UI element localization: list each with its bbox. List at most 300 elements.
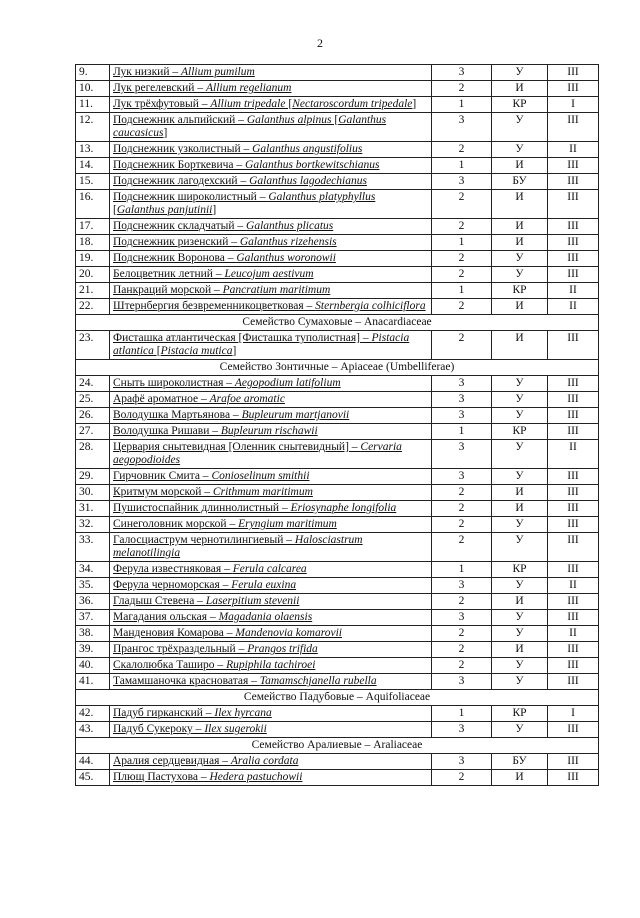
common-name: Гирчовник Смита – bbox=[113, 470, 212, 482]
row-number: 32. bbox=[76, 517, 110, 533]
common-name: Штернбергия безвременникоцветковая – bbox=[113, 300, 316, 312]
category-cell: 3 bbox=[432, 610, 492, 626]
species-name-cell bbox=[110, 283, 432, 299]
table-row bbox=[76, 174, 599, 190]
common-name: Фисташка атлантическая [Фисташка туполистная] – bbox=[113, 332, 372, 344]
common-name: Подснежник альпийский – bbox=[113, 114, 247, 126]
row-number: 36. bbox=[76, 594, 110, 610]
status-cell: У bbox=[492, 392, 548, 408]
table-row bbox=[76, 113, 599, 142]
row-number: 13. bbox=[76, 142, 110, 158]
category-cell: 2 bbox=[432, 81, 492, 97]
category-cell: 2 bbox=[432, 142, 492, 158]
status-cell: У bbox=[492, 65, 548, 81]
species-name-cell bbox=[110, 642, 432, 658]
category-cell: 1 bbox=[432, 97, 492, 113]
latin-name: Pancratium maritimum bbox=[222, 284, 331, 296]
latin-name: Cervaria aegopodioides bbox=[113, 441, 402, 466]
status-cell: КР bbox=[492, 706, 548, 722]
class-cell: III bbox=[548, 533, 599, 562]
common-name: Плющ Пастухова – bbox=[113, 771, 210, 783]
class-cell: III bbox=[548, 113, 599, 142]
class-cell: III bbox=[548, 174, 599, 190]
latin-name: Ferula calcarea bbox=[232, 563, 307, 575]
class-cell: III bbox=[548, 642, 599, 658]
category-cell: 3 bbox=[432, 392, 492, 408]
table-row bbox=[76, 501, 599, 517]
latin-name: Crithmum maritimum bbox=[212, 486, 313, 498]
status-cell: И bbox=[492, 235, 548, 251]
row-number: 25. bbox=[76, 392, 110, 408]
category-cell: 2 bbox=[432, 485, 492, 501]
table-row bbox=[76, 754, 599, 770]
row-number: 30. bbox=[76, 485, 110, 501]
latin-name: Laserpitium stevenii bbox=[205, 595, 300, 607]
common-name: Тамамшаночка красноватая – bbox=[113, 675, 260, 687]
family-label: Семейство Зонтичные – Apiaceae (Umbelliferae) bbox=[76, 360, 599, 376]
species-name-cell bbox=[110, 469, 432, 485]
class-cell: III bbox=[548, 517, 599, 533]
table-row bbox=[76, 142, 599, 158]
status-cell: И bbox=[492, 158, 548, 174]
row-number: 45. bbox=[76, 770, 110, 786]
status-cell: КР bbox=[492, 424, 548, 440]
table-row bbox=[76, 376, 599, 392]
species-name-cell bbox=[110, 754, 432, 770]
status-cell: У bbox=[492, 674, 548, 690]
row-number: 42. bbox=[76, 706, 110, 722]
species-name-cell bbox=[110, 97, 432, 113]
latin-name: Galanthus alpinus bbox=[246, 114, 332, 126]
latin-name: Ilex hyrcana bbox=[214, 707, 272, 719]
status-cell: И bbox=[492, 485, 548, 501]
table-row bbox=[76, 408, 599, 424]
family-label: Семейство Падубовые – Aquifoliaceae bbox=[76, 690, 599, 706]
class-cell: III bbox=[548, 376, 599, 392]
class-cell: III bbox=[548, 501, 599, 517]
common-name: Володушка Мартьянова – bbox=[113, 409, 242, 421]
status-cell: У bbox=[492, 533, 548, 562]
row-number: 10. bbox=[76, 81, 110, 97]
page-number: 2 bbox=[317, 36, 323, 50]
table-row bbox=[76, 331, 599, 360]
category-cell: 2 bbox=[432, 594, 492, 610]
table-row bbox=[76, 469, 599, 485]
row-number: 27. bbox=[76, 424, 110, 440]
row-number: 12. bbox=[76, 113, 110, 142]
category-cell: 2 bbox=[432, 533, 492, 562]
class-cell: III bbox=[548, 65, 599, 81]
category-cell: 3 bbox=[432, 408, 492, 424]
row-number: 22. bbox=[76, 299, 110, 315]
common-name: Подснежник Борткевича – bbox=[113, 159, 246, 171]
latin-name: Leucojum aestivum bbox=[224, 268, 314, 280]
class-cell: II bbox=[548, 578, 599, 594]
row-number: 24. bbox=[76, 376, 110, 392]
latin-name: Rupiphila tachiroei bbox=[226, 659, 316, 671]
class-cell: II bbox=[548, 626, 599, 642]
latin-name: Galanthus platyphyllus bbox=[268, 191, 376, 203]
class-cell: III bbox=[548, 81, 599, 97]
class-cell: III bbox=[548, 674, 599, 690]
latin-name: Mandenovia komarovii bbox=[235, 627, 342, 639]
common-name: Падуб Сукероку – bbox=[113, 723, 205, 735]
category-cell: 2 bbox=[432, 770, 492, 786]
latin-name: Eryngium maritimum bbox=[238, 518, 337, 530]
category-cell: 3 bbox=[432, 65, 492, 81]
status-cell: И bbox=[492, 594, 548, 610]
category-cell: 1 bbox=[432, 706, 492, 722]
status-cell: У bbox=[492, 626, 548, 642]
class-cell: III bbox=[548, 219, 599, 235]
status-cell: У bbox=[492, 113, 548, 142]
common-name: Лук низкий – bbox=[113, 66, 181, 78]
species-name-cell bbox=[110, 219, 432, 235]
table-row bbox=[76, 440, 599, 469]
table-row bbox=[76, 190, 599, 219]
class-cell: III bbox=[548, 267, 599, 283]
row-number: 17. bbox=[76, 219, 110, 235]
table-row bbox=[76, 392, 599, 408]
class-cell: III bbox=[548, 594, 599, 610]
species-name-cell bbox=[110, 81, 432, 97]
category-cell: 2 bbox=[432, 642, 492, 658]
status-cell: И bbox=[492, 190, 548, 219]
class-cell: II bbox=[548, 142, 599, 158]
category-cell: 3 bbox=[432, 754, 492, 770]
class-cell: III bbox=[548, 251, 599, 267]
species-name-cell bbox=[110, 501, 432, 517]
category-cell: 1 bbox=[432, 283, 492, 299]
table-row bbox=[76, 658, 599, 674]
latin-name: Eriosynaphe longifolia bbox=[290, 502, 397, 514]
category-cell: 1 bbox=[432, 562, 492, 578]
table-row bbox=[76, 533, 599, 562]
table-row bbox=[76, 674, 599, 690]
category-cell: 3 bbox=[432, 578, 492, 594]
species-name-cell bbox=[110, 158, 432, 174]
species-name-cell bbox=[110, 610, 432, 626]
category-cell: 2 bbox=[432, 299, 492, 315]
table-row bbox=[76, 706, 599, 722]
species-name-cell bbox=[110, 65, 432, 81]
table-row bbox=[76, 610, 599, 626]
latin-name: Prangos trifida bbox=[247, 643, 318, 655]
row-number: 34. bbox=[76, 562, 110, 578]
row-number: 39. bbox=[76, 642, 110, 658]
status-cell: У bbox=[492, 408, 548, 424]
row-number: 38. bbox=[76, 626, 110, 642]
latin-name: Arafoe aromatic bbox=[209, 393, 285, 405]
species-name-cell bbox=[110, 674, 432, 690]
status-cell: У bbox=[492, 517, 548, 533]
common-name: Подснежник лагодехский – bbox=[113, 175, 250, 187]
status-cell: И bbox=[492, 299, 548, 315]
latin-name: Allium pumilum bbox=[180, 66, 255, 78]
category-cell: 3 bbox=[432, 674, 492, 690]
row-number: 43. bbox=[76, 722, 110, 738]
status-cell: КР bbox=[492, 97, 548, 113]
class-cell: III bbox=[548, 408, 599, 424]
category-cell: 2 bbox=[432, 517, 492, 533]
table-row bbox=[76, 251, 599, 267]
common-name: Арафё ароматное – bbox=[113, 393, 210, 405]
species-table-body bbox=[76, 65, 599, 786]
table-row bbox=[76, 235, 599, 251]
common-name: Синеголовник морской – bbox=[113, 518, 239, 530]
common-name: Панкраций морской – bbox=[113, 284, 223, 296]
status-cell: У bbox=[492, 578, 548, 594]
class-cell: III bbox=[548, 610, 599, 626]
species-name-cell bbox=[110, 235, 432, 251]
row-number: 16. bbox=[76, 190, 110, 219]
table-row bbox=[76, 562, 599, 578]
species-name-cell bbox=[110, 440, 432, 469]
class-cell: III bbox=[548, 235, 599, 251]
category-cell: 2 bbox=[432, 251, 492, 267]
common-name: Подснежник узколистный – bbox=[113, 143, 253, 155]
species-name-cell bbox=[110, 142, 432, 158]
latin-name: Galanthus woronowii bbox=[236, 252, 336, 264]
common-name: Лук регелевский – bbox=[113, 82, 206, 94]
table-row bbox=[76, 81, 599, 97]
family-header-row bbox=[76, 315, 599, 331]
species-name-cell bbox=[110, 594, 432, 610]
species-name-cell bbox=[110, 392, 432, 408]
row-number: 26. bbox=[76, 408, 110, 424]
common-name: Володушка Ришави – bbox=[113, 425, 221, 437]
row-number: 15. bbox=[76, 174, 110, 190]
category-cell: 1 bbox=[432, 235, 492, 251]
status-cell: И bbox=[492, 81, 548, 97]
row-number: 18. bbox=[76, 235, 110, 251]
class-cell: II bbox=[548, 440, 599, 469]
latin-name: Aralia cordata bbox=[230, 755, 299, 767]
common-name: Лук трёхфутовый – bbox=[113, 98, 211, 110]
family-label: Семейство Сумаховые – Anacardiaceae bbox=[76, 315, 599, 331]
species-name-cell bbox=[110, 174, 432, 190]
class-cell: III bbox=[548, 392, 599, 408]
class-cell: III bbox=[548, 158, 599, 174]
common-name: Падуб гирканский – bbox=[113, 707, 215, 719]
row-number: 35. bbox=[76, 578, 110, 594]
latin-name: Hedera pastuchowii bbox=[209, 771, 303, 783]
table-row bbox=[76, 158, 599, 174]
category-cell: 2 bbox=[432, 501, 492, 517]
family-header-row bbox=[76, 738, 599, 754]
table-row bbox=[76, 594, 599, 610]
table-row bbox=[76, 267, 599, 283]
latin-name: Tamamschjanella rubella bbox=[259, 675, 377, 687]
family-header-row bbox=[76, 360, 599, 376]
species-name-cell bbox=[110, 267, 432, 283]
table-row bbox=[76, 626, 599, 642]
latin-name: Galanthus rizehensis bbox=[239, 236, 337, 248]
common-name: Пушистоспайник длиннолистный – bbox=[113, 502, 291, 514]
category-cell: 1 bbox=[432, 158, 492, 174]
table-row bbox=[76, 65, 599, 81]
class-cell: III bbox=[548, 331, 599, 360]
category-cell: 2 bbox=[432, 190, 492, 219]
table-row bbox=[76, 424, 599, 440]
status-cell: И bbox=[492, 642, 548, 658]
common-name: Подснежник Воронова – bbox=[113, 252, 237, 264]
status-cell: У bbox=[492, 142, 548, 158]
species-name-cell bbox=[110, 424, 432, 440]
common-name: Скалолюбка Таширо – bbox=[113, 659, 227, 671]
status-cell: И bbox=[492, 501, 548, 517]
latin-name: Galanthus angustifolius bbox=[252, 143, 363, 155]
common-name: Белоцветник летний – bbox=[113, 268, 225, 280]
latin-name: Pistacia atlantica bbox=[113, 332, 410, 357]
latin-name: Conioselinum smithii bbox=[211, 470, 310, 482]
table-row bbox=[76, 642, 599, 658]
row-number: 40. bbox=[76, 658, 110, 674]
class-cell: III bbox=[548, 770, 599, 786]
status-cell: У bbox=[492, 722, 548, 738]
table-row bbox=[76, 770, 599, 786]
status-cell: БУ bbox=[492, 174, 548, 190]
row-number: 29. bbox=[76, 469, 110, 485]
species-name-cell bbox=[110, 113, 432, 142]
family-header-row bbox=[76, 690, 599, 706]
latin-name: Magadania olaensis bbox=[218, 611, 313, 623]
status-cell: И bbox=[492, 770, 548, 786]
latin-name: Bupleurum rischawii bbox=[220, 425, 318, 437]
latin-name: Sternbergia colhiciflora bbox=[315, 300, 426, 312]
synonym: [Pistacia mutica] bbox=[153, 345, 237, 357]
class-cell: III bbox=[548, 754, 599, 770]
species-name-cell bbox=[110, 190, 432, 219]
category-cell: 3 bbox=[432, 174, 492, 190]
table-row bbox=[76, 722, 599, 738]
row-number: 28. bbox=[76, 440, 110, 469]
status-cell: У bbox=[492, 658, 548, 674]
latin-name: Ferula euxina bbox=[231, 579, 297, 591]
row-number: 19. bbox=[76, 251, 110, 267]
class-cell: III bbox=[548, 190, 599, 219]
status-cell: У bbox=[492, 610, 548, 626]
species-name-cell bbox=[110, 299, 432, 315]
status-cell: У bbox=[492, 440, 548, 469]
common-name: Манденовия Комарова – bbox=[113, 627, 236, 639]
common-name: Подснежник широколистный – bbox=[113, 191, 269, 203]
common-name: Прангос трёхраздельный – bbox=[113, 643, 248, 655]
latin-name: Allium tripedale bbox=[210, 98, 286, 110]
common-name: Ферула черноморская – bbox=[113, 579, 232, 591]
common-name: Подснежник складчатый – bbox=[113, 220, 247, 232]
row-number: 44. bbox=[76, 754, 110, 770]
species-name-cell bbox=[110, 517, 432, 533]
species-name-cell bbox=[110, 408, 432, 424]
row-number: 9. bbox=[76, 65, 110, 81]
category-cell: 3 bbox=[432, 113, 492, 142]
category-cell: 2 bbox=[432, 267, 492, 283]
status-cell: И bbox=[492, 219, 548, 235]
row-number: 31. bbox=[76, 501, 110, 517]
class-cell: I bbox=[548, 97, 599, 113]
class-cell: III bbox=[548, 469, 599, 485]
table-row bbox=[76, 485, 599, 501]
category-cell: 1 bbox=[432, 424, 492, 440]
table-row bbox=[76, 578, 599, 594]
species-name-cell bbox=[110, 770, 432, 786]
species-name-cell bbox=[110, 658, 432, 674]
class-cell: II bbox=[548, 283, 599, 299]
species-name-cell bbox=[110, 331, 432, 360]
status-cell: БУ bbox=[492, 754, 548, 770]
species-name-cell bbox=[110, 251, 432, 267]
common-name: Магадания ольская – bbox=[113, 611, 219, 623]
latin-name: Aegopodium latifolium bbox=[234, 377, 341, 389]
latin-name: Bupleurum martjanovii bbox=[241, 409, 350, 421]
table-row bbox=[76, 283, 599, 299]
class-cell: I bbox=[548, 706, 599, 722]
species-name-cell bbox=[110, 626, 432, 642]
category-cell: 3 bbox=[432, 469, 492, 485]
row-number: 11. bbox=[76, 97, 110, 113]
species-name-cell bbox=[110, 578, 432, 594]
common-name: Галосциаструм чернотилингиевый – bbox=[113, 534, 295, 546]
species-name-cell bbox=[110, 722, 432, 738]
species-name-cell bbox=[110, 485, 432, 501]
status-cell: КР bbox=[492, 562, 548, 578]
class-cell: III bbox=[548, 562, 599, 578]
common-name: Гладыш Стевена – bbox=[113, 595, 206, 607]
synonym: [Nectaroscordum tripedale] bbox=[285, 98, 417, 110]
row-number: 23. bbox=[76, 331, 110, 360]
synonym: [Galanthus panjutinii] bbox=[113, 204, 217, 216]
family-label: Семейство Аралиевые – Araliaceae bbox=[76, 738, 599, 754]
latin-name: Allium regelianum bbox=[205, 82, 292, 94]
row-number: 21. bbox=[76, 283, 110, 299]
latin-name: Galanthus lagodechianus bbox=[249, 175, 367, 187]
species-table bbox=[75, 64, 599, 786]
category-cell: 3 bbox=[432, 376, 492, 392]
category-cell: 2 bbox=[432, 626, 492, 642]
common-name: Цервария снытевидная [Оленник снытевидный] – bbox=[113, 441, 361, 453]
species-name-cell bbox=[110, 533, 432, 562]
common-name: Сныть широколистная – bbox=[113, 377, 235, 389]
row-number: 33. bbox=[76, 533, 110, 562]
species-name-cell bbox=[110, 376, 432, 392]
class-cell: III bbox=[548, 658, 599, 674]
category-cell: 2 bbox=[432, 219, 492, 235]
common-name: Ферула известняковая – bbox=[113, 563, 233, 575]
species-name-cell bbox=[110, 562, 432, 578]
row-number: 41. bbox=[76, 674, 110, 690]
species-name-cell bbox=[110, 706, 432, 722]
class-cell: III bbox=[548, 485, 599, 501]
category-cell: 2 bbox=[432, 331, 492, 360]
latin-name: Galanthus plicatus bbox=[246, 220, 334, 232]
common-name: Аралия сердцевидная – bbox=[113, 755, 231, 767]
status-cell: КР bbox=[492, 283, 548, 299]
latin-name: Galanthus bortkewitschianus bbox=[245, 159, 380, 171]
status-cell: У bbox=[492, 251, 548, 267]
status-cell: И bbox=[492, 331, 548, 360]
table-row bbox=[76, 517, 599, 533]
status-cell: У bbox=[492, 267, 548, 283]
category-cell: 3 bbox=[432, 722, 492, 738]
common-name: Критмум морской – bbox=[113, 486, 213, 498]
synonym: [Galanthus caucasicus] bbox=[113, 114, 387, 139]
table-row bbox=[76, 219, 599, 235]
row-number: 37. bbox=[76, 610, 110, 626]
status-cell: У bbox=[492, 376, 548, 392]
class-cell: III bbox=[548, 722, 599, 738]
category-cell: 3 bbox=[432, 440, 492, 469]
